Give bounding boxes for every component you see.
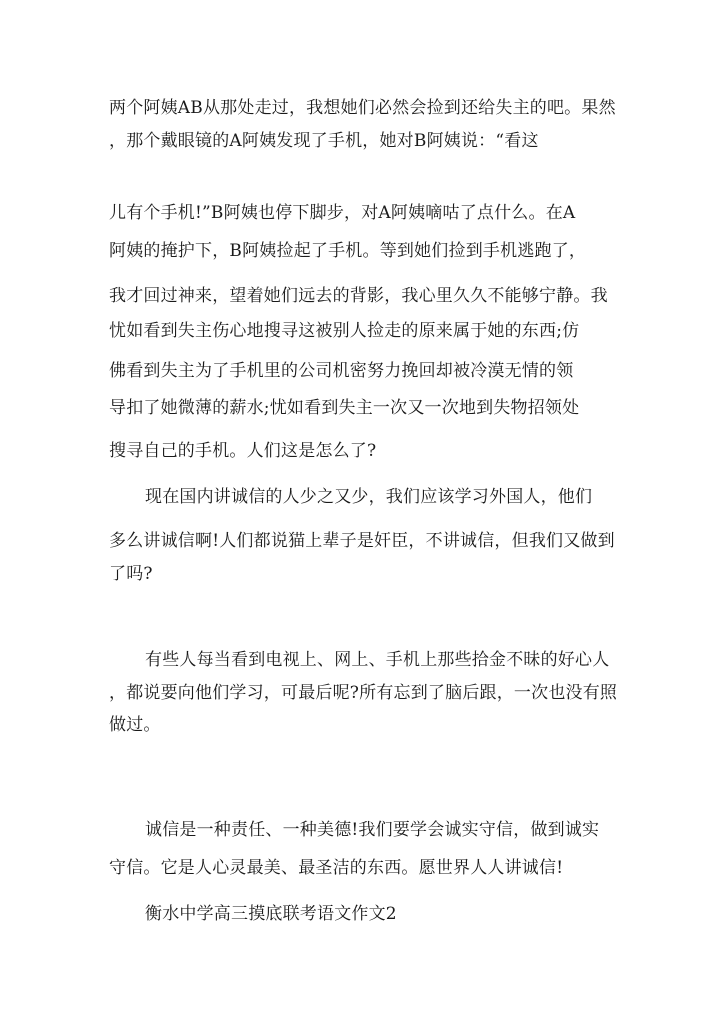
text-line: ，那个戴眼镜的A阿姨发现了手机，她对B阿姨说：“看这	[109, 131, 539, 151]
text-line: 我才回过神来，望着她们远去的背影，我心里久久不能够宁静。我	[109, 286, 608, 306]
text-line: 守信。它是人心灵最美、最圣洁的东西。愿世界人人讲诚信!	[109, 858, 564, 878]
text-line: 儿有个手机!”B阿姨也停下脚步，对A阿姨嘀咕了点什么。在A	[109, 203, 576, 223]
text-line: 诚信是一种责任、一种美德!我们要学会诚实守信，做到诚实	[145, 820, 600, 840]
text-line: 搜寻自己的手机。人们这是怎么了?	[109, 441, 377, 461]
text-line: 做过。	[109, 715, 161, 735]
text-line: 现在国内讲诚信的人少之又少，我们应该学习外国人，他们	[145, 487, 593, 507]
text-line: 了吗?	[109, 564, 153, 584]
section-title: 衡水中学高三摸底联考语文作文2	[145, 904, 397, 924]
text-line: 导扣了她微薄的薪水;忧如看到失主一次又一次地到失物招领处	[109, 398, 580, 418]
text-line: ，都说要向他们学习，可最后呢?所有忘到了脑后跟，一次也没有照	[109, 683, 618, 703]
text-line: 忧如看到失主伤心地搜寻这被别人捡走的原来属于她的东西;仿	[109, 321, 580, 341]
text-line: 两个阿姨AB从那处走过，我想她们必然会捡到还给失主的吧。果然	[109, 98, 616, 118]
text-line: 阿姨的掩护下，B阿姨捡起了手机。等到她们捡到手机逃跑了，	[109, 241, 587, 261]
text-line: 多么讲诚信啊!人们都说猫上辈子是奸臣，不讲诚信，但我们又做到	[109, 531, 615, 551]
text-line: 有些人每当看到电视上、网上、手机上那些拾金不昧的好心人	[145, 650, 610, 670]
text-line: 佛看到失主为了手机里的公司机密努力挽回却被冷漠无情的领	[109, 361, 574, 381]
